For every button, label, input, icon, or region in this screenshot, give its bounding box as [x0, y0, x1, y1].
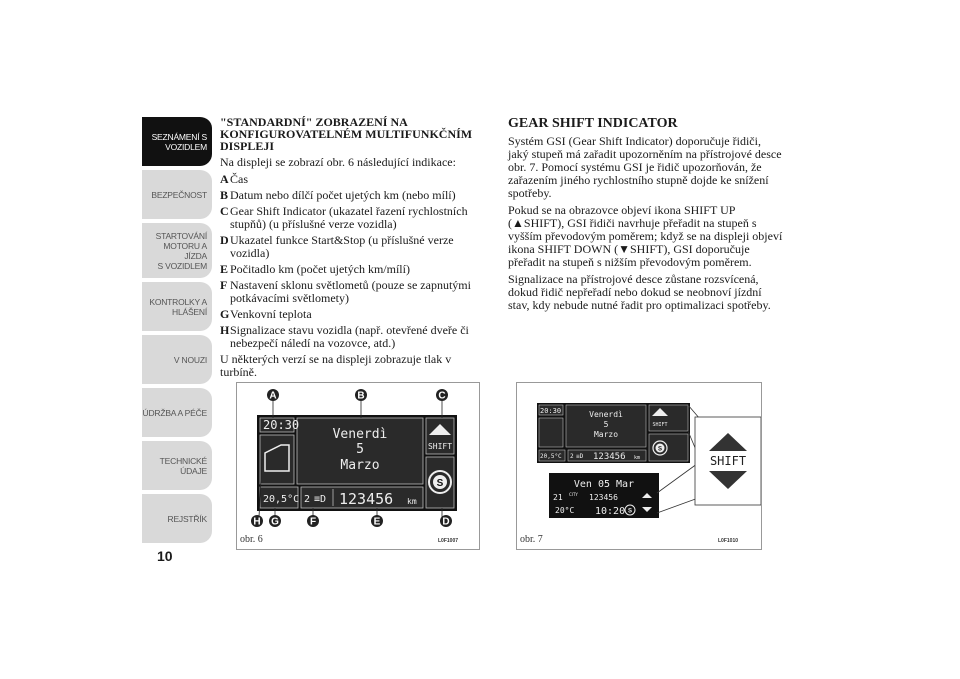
svg-text:G: G [271, 516, 279, 528]
fig6-time: 20:30 [263, 418, 300, 432]
svg-text:S: S [627, 508, 633, 515]
svg-text:A: A [269, 390, 277, 402]
figure-7 [516, 382, 762, 550]
list-item: B Datum nebo dílčí počet ujetých km (nebo mílí) [220, 188, 456, 202]
svg-text:E: E [373, 516, 381, 528]
callout-D [440, 515, 452, 528]
sidebar-item-udrzba[interactable]: ÚDRŽBA A PÉČE [142, 387, 212, 437]
svg-text:B: B [357, 390, 365, 402]
svg-text:D: D [442, 516, 450, 528]
gsi-paragraph-3: Signalizace na přístrojové desce zůstane rozsvícená, dokud řidič nepřeřadí nebo dokud se neobnoví jízdní stav, kdy nebude nutné řadit pro optimalizaci spotřeby. [508, 272, 771, 312]
fig7-alt-time: 10:20 [595, 506, 626, 517]
fig6-beam: 2 [304, 494, 311, 505]
sidebar-item-kontrolky[interactable]: KONTROLKY A HLÁŠENÍ [142, 281, 212, 331]
figure-6 [236, 382, 480, 550]
sidebar-item-technicke[interactable]: TECHNICKÉ ÚDAJE [142, 440, 212, 490]
svg-text:S: S [657, 446, 663, 453]
callout-B [355, 389, 367, 402]
fig7-code: L0F1010 [718, 538, 739, 544]
section-heading-gsi: GEAR SHIFT INDICATOR [508, 116, 678, 131]
headlamp-icon: ≡D [314, 494, 327, 505]
svg-text:F: F [309, 516, 317, 528]
fig7-alt-temp2: 20°C [555, 506, 575, 515]
svg-text:C: C [438, 390, 446, 402]
gsi-paragraph-2: Pokud se na obrazovce objeví ikona SHIFT UP (▲SHIFT), GSI řidiči navrhuje přeřadit na stupeň s vyšším převodovým poměrem; když se na displeji objeví ikona SHIFT DOWN (▼SHIFT), GSI doporučuje přeřadit na stupeň s nižším převodovým poměrem. [508, 203, 783, 269]
fig7-alt-date: Ven 05 Mar [573, 479, 635, 490]
fig7-alt-temp1: 21 [553, 493, 563, 502]
sidebar-item-v-nouzi[interactable]: V NOUZI [142, 334, 212, 384]
fig7-beam: 2 [570, 453, 574, 460]
sidebar-item-seznameni[interactable]: SEZNÁMENÍ S VOZIDLEM [142, 116, 212, 166]
fig7-temp: 20,5°C [540, 453, 562, 460]
display-illustration [237, 383, 479, 549]
fig6-shift: SHIFT [427, 442, 453, 451]
headlamp-icon: ≡D [576, 453, 584, 460]
fig6-odo-unit: km [407, 497, 417, 506]
callout-H [251, 515, 263, 528]
sidebar-item-bezpecnost[interactable]: BEZPEČNOST [142, 169, 212, 219]
shift-down-icon: ▼ [618, 242, 630, 256]
fig7-time: 20:30 [540, 407, 562, 415]
fig7-day: Venerdì [589, 410, 623, 419]
callout-E [371, 515, 383, 528]
callout-F [307, 515, 319, 528]
svg-text:S: S [436, 478, 444, 489]
fig6-code: L0F1007 [438, 538, 459, 544]
note-text: U některých verzí se na displeji zobrazuje tlak v turbíně. [220, 352, 452, 379]
fig7-shift: SHIFT [652, 422, 668, 428]
fig6-month: Marzo [340, 458, 380, 473]
fig6-odo: 123456 [339, 490, 394, 508]
list-item: H Signalizace stavu vozidla (např. otevřené dveře či nebezpečí náledí na vozovce, atd.) [220, 323, 469, 350]
list-item: C Gear Shift Indicator (ukazatel řazení rychlostních stupňů) (u příslušné verze vozidla) [220, 204, 468, 231]
page-number: 10 [157, 548, 173, 564]
fig7-odo-unit: km [634, 455, 641, 461]
svg-text:H: H [253, 516, 261, 528]
fig7-date: 5 [603, 420, 609, 429]
fig7-alt-city: CITY [569, 492, 578, 497]
fig6-day: Venerdì [332, 427, 388, 442]
shift-up-icon: ▲ [512, 216, 524, 230]
sidebar-item-rejstrik[interactable]: REJSTŘÍK [142, 493, 212, 543]
fig7-caption: obr. 7 [520, 534, 543, 545]
list-item: F Nastavení sklonu světlometů (pouze se zapnutými potkávacími světlomety) [220, 278, 471, 305]
section-heading-display: "STANDARDNÍ" ZOBRAZENÍ NA KONFIGUROVATELNÉM MULTIFUNKČNÍM DISPLEJI [220, 115, 473, 153]
fig6-date: 5 [356, 442, 364, 457]
left-column [220, 116, 482, 383]
fig6-temp: 20,5°C [263, 494, 300, 505]
right-column [508, 116, 784, 316]
intro-text: Na displeji se zobrazí obr. 6 následující indikace: [220, 155, 456, 169]
callout-C [436, 389, 448, 402]
callout-G [269, 515, 281, 528]
sidebar-item-startovani[interactable]: STARTOVÁNÍ MOTORU A JÍZDA S VOZIDLEM [142, 222, 212, 278]
gsi-paragraph-1: Systém GSI (Gear Shift Indicator) doporučuje řidiči, jaký stupeň má zařadit upozorněním na přístrojové desce obr. 7. Pomocí systému GSI je řidič upozorňován, že zařazením jiného rychlostního stupně dojde ke snížení spotřeby. [508, 134, 782, 200]
list-item: D Ukazatel funkce Start&Stop (u příslušné verze vozidla) [220, 233, 454, 260]
list-item: E Počitadlo km (počet ujetých km/mílí) [220, 262, 410, 276]
fig7-alt-odo: 123456 [589, 493, 618, 502]
list-item: G Venkovní teplota [220, 307, 312, 321]
list-item: A Čas [220, 172, 248, 186]
fig6-caption: obr. 6 [240, 534, 263, 545]
callout-A [267, 389, 279, 402]
fig7-odo: 123456 [593, 452, 626, 462]
gsi-illustration [517, 383, 761, 549]
fig7-big-shift: SHIFT [709, 454, 747, 468]
fig7-month: Marzo [593, 430, 619, 439]
